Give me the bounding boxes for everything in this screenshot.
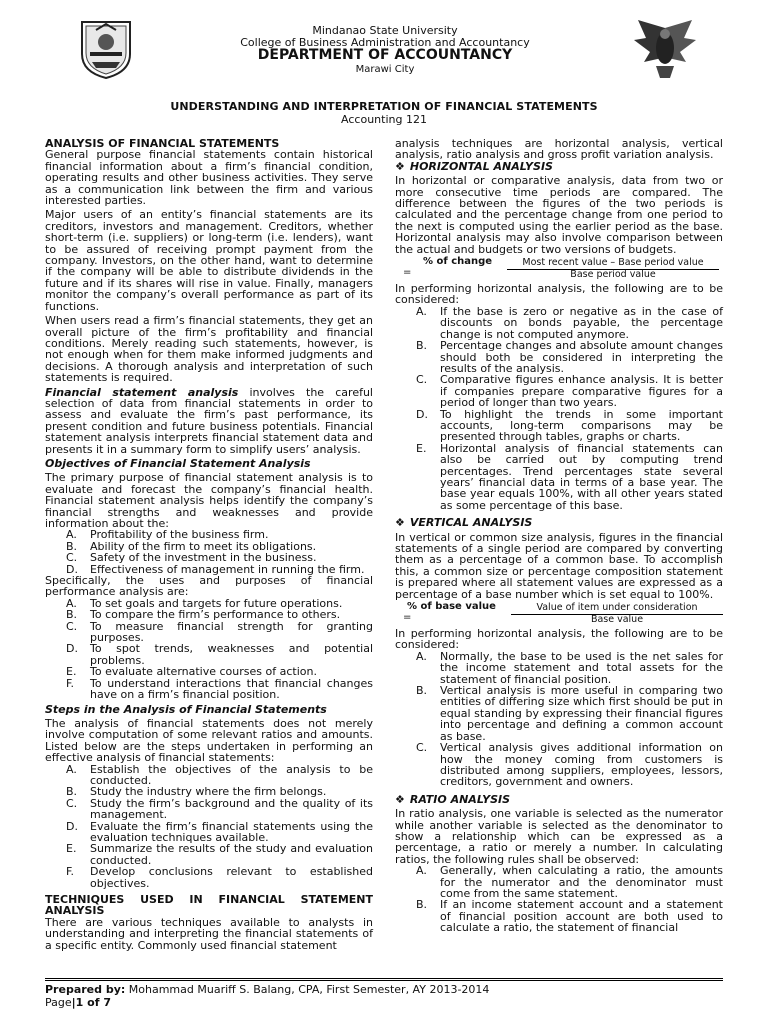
paragraph: When users read a firm’s financial statements, they get an overall picture of the firm’s profitability and financial conditions. Merely reading such statements, however, is not enough when for them make informed judgments and decisions. A thorough analysis and interpretation of such statements is required. [45, 314, 373, 385]
list-item-text: Ability of the firm to meet its obligations. [90, 539, 317, 553]
list-item-text: Safety of the investment in the business. [90, 551, 317, 565]
paragraph: In horizontal or comparative analysis, data from two or more consecutive time periods are compared. The difference between the figures of the two periods is calculated and the percentage change from one period to the next is computed using the earlier period as the base. Horizontal analysis may also involve comparison between the actual and budgets or two versions of budgets. [395, 174, 723, 256]
percent-of-base-formula [395, 603, 723, 627]
list-marker: E. [66, 842, 77, 856]
list-item [395, 685, 723, 742]
list-item-text: Generally, when calculating a ratio, the amounts for the numerator and the denominator must come from the same statement. [440, 864, 723, 900]
list-marker: D. [66, 562, 78, 576]
list-item-text: Study the firm’s background and the quality of its management. [90, 796, 373, 822]
formula-lhs: % of change [423, 256, 493, 268]
list-marker: D. [66, 819, 78, 833]
list [395, 865, 723, 933]
section-heading: TECHNIQUES USED IN FINANCIAL STATEMENT ANALYSIS [45, 893, 373, 918]
list-item-text: To understand interactions that financial changes have on a firm’s financial position. [90, 676, 373, 702]
formula-numerator: Most recent value – Base period value [522, 257, 704, 269]
department-name: DEPARTMENT OF ACCOUNTANCY [257, 47, 513, 63]
formula-numerator: Value of item under consideration [536, 602, 698, 614]
left-column [45, 138, 373, 951]
course-name: Accounting 121 [341, 113, 427, 126]
section-heading: ❖ VERTICAL ANALYSIS [395, 516, 533, 530]
list [45, 764, 373, 889]
document-title: UNDERSTANDING AND INTERPRETATION OF FINANCIAL STATEMENTS [170, 100, 598, 113]
subsection-heading: Objectives of Financial Statement Analysis [45, 456, 311, 470]
formula-equals: = [403, 612, 412, 624]
list-item-text: Summarize the results of the study and evaluation conducted. [90, 842, 373, 867]
list-marker: B. [66, 785, 78, 799]
list-item-text: To measure financial strength for granting purposes. [90, 619, 373, 645]
list-item-text: To spot trends, weaknesses and potential problems. [90, 642, 373, 667]
list-marker: A. [416, 304, 427, 318]
list-marker: C. [416, 741, 428, 755]
list [45, 598, 373, 701]
list-item [45, 798, 373, 821]
list-item [395, 340, 723, 374]
list [395, 651, 723, 788]
list-item-text: If an income statement account and a statement of financial position account are both used to calculate a ratio, the statement of financial [440, 898, 723, 935]
list-marker: B. [66, 608, 78, 622]
list-item [45, 821, 373, 844]
footer-divider [45, 978, 723, 979]
defined-term: Financial statement analysis [45, 385, 239, 399]
list-item [395, 899, 723, 933]
list-item-text: Percentage changes and absolute amount changes should both be considered in interpreting the results of the analysis. [440, 339, 723, 375]
paragraph: General purpose financial statements contain historical financial information about a firm’s financial condition, operating results and other business activities. They serve as a communication link between the firm and various interested parties. [45, 148, 373, 208]
paragraph: Major users of an entity’s financial statements are its creditors, investors and management. Creditors, whether short-term (i.e. suppliers) or long-term (i.e. lenders), want to be assured of receiving prompt payment from the company. Investors, on the other hand, want to determine if the company will be able to distribute dividends in the future and if its shares will rise in value. Finally, managers monitor the company’s overall performance as part of its functions. [45, 208, 373, 313]
list-item [45, 678, 373, 701]
list-item [45, 643, 373, 666]
list-marker: C. [66, 551, 78, 565]
section-heading: ❖ HORIZONTAL ANALYSIS [395, 159, 553, 173]
list-item-text: Evaluate the firm’s financial statements using the evaluation techniques available. [90, 819, 373, 844]
list-item-text: Develop conclusions relevant to established objectives. [90, 865, 373, 890]
formula-denominator: Base period value [570, 269, 656, 281]
diamond-bullet-icon: ❖ [395, 792, 405, 806]
list-item [395, 374, 723, 408]
paragraph: In performing horizontal analysis, the following are to be considered: [395, 282, 723, 307]
list-item [395, 651, 723, 685]
paragraph: Specifically, the uses and purposes of financial performance analysis are: [45, 574, 373, 599]
list-item-text: Study the industry where the firm belongs. [90, 785, 327, 799]
paragraph: The analysis of financial statements does not merely involve computation of some relevant ratios and amounts. Listed below are the steps undertaken in performing an effective analysis of financial statements: [45, 716, 373, 765]
list-item-text: Normally, the base to be used is the net sales for the income statement and total assets for the statement of financial position. [440, 649, 723, 686]
paragraph: In vertical or common size analysis, figures in the financial statements of a single period are compared by converting them as a percentage of a common base. To accomplish this, a common size or percentage composition statement is prepared where all statement values are expressed as a percentage of a base number which is set equal to 100%. [395, 530, 723, 601]
list [45, 529, 373, 575]
list-item-text: To compare the firm’s performance to others. [90, 608, 341, 622]
prepared-by-line: Prepared by: Mohammad Muariff S. Balang, CPA, First Semester, AY 2013-2014 [45, 983, 490, 996]
list-item-text: To highlight the trends in some important accounts, long-term comparisons may be presented through tables, graphs or charts. [440, 407, 723, 444]
list-item-text: Profitability of the business firm. [90, 528, 269, 542]
college-name: College of Business Administration and Accountancy [240, 36, 530, 49]
list-item-text: Establish the objectives of the analysis to be conducted. [90, 762, 373, 787]
list-item [45, 843, 373, 866]
formula-lhs: % of base value [407, 601, 496, 613]
diamond-bullet-icon: ❖ [395, 516, 405, 530]
right-column [395, 138, 723, 934]
list-item [395, 865, 723, 899]
list-item-text: Horizontal analysis of financial statements can also be carried out by computing trend percentages. Trend percentages state several years’ financial data in terms of a base year. The base year equals 100%, with all other years stated as some percentage of this base. [440, 441, 723, 512]
list-marker: B. [416, 898, 428, 912]
list-item [45, 564, 373, 575]
list-marker: F. [66, 676, 75, 690]
subsection-heading: Steps in the Analysis of Financial Statements [45, 702, 327, 716]
percent-change-formula [395, 258, 723, 282]
paragraph: In performing horizontal analysis, the following are to be considered: [395, 627, 723, 652]
list-marker: E. [66, 665, 77, 679]
list-marker: A. [416, 864, 427, 878]
list-item-text: To evaluate alternative courses of action. [90, 665, 317, 679]
list-item-text: Effectiveness of management in running the firm. [90, 562, 365, 576]
list-item [395, 443, 723, 511]
formula-equals: = [403, 267, 412, 279]
list-marker: E. [416, 441, 427, 455]
paragraph: The primary purpose of financial statement analysis is to evaluate and forecast the company’s financial health. Financial statement analysis helps identify the company’s financial strengths and weaknesses and provide information about the: [45, 471, 373, 530]
paragraph: There are various techniques available to analysts in understanding and interpreting the financial statements of a specific entity. Commonly used financial statement [45, 915, 373, 952]
list-marker: B. [66, 539, 78, 553]
list-item [45, 621, 373, 644]
list-marker: B. [416, 684, 428, 698]
list-marker: F. [66, 865, 75, 879]
list-marker: D. [66, 642, 78, 656]
diamond-bullet-icon: ❖ [395, 159, 405, 173]
list-item-text: Vertical analysis is more useful in comparing two entities of differing size which first should be put in equal standing by expressing their financial figures into percentage and defining a common account as base. [440, 684, 723, 743]
list-marker: A. [66, 596, 77, 610]
list-item [395, 742, 723, 788]
list-item-text: If the base is zero or negative as in the case of discounts on bonds payable, the percentage change is not computed anymore. [440, 304, 723, 341]
list-item [395, 306, 723, 340]
list-marker: B. [416, 339, 428, 353]
section-heading: ANALYSIS OF FINANCIAL STATEMENTS [45, 137, 280, 150]
list-item-text: Vertical analysis gives additional information on how the money coming from customers is distributed among suppliers, employees, lessors, creditors, government and owners. [440, 741, 723, 789]
list-marker: A. [416, 649, 427, 663]
list-marker: A. [66, 528, 77, 542]
list-marker: D. [416, 407, 428, 421]
footer-divider [45, 980, 723, 981]
paragraph: analysis techniques are horizontal analysis, vertical analysis, ratio analysis and gross profit variation analysis. [395, 137, 723, 162]
list-marker: C. [416, 373, 428, 387]
university-seal-logo [78, 18, 134, 80]
section-heading: ❖ RATIO ANALYSIS [395, 792, 511, 806]
page-number: Page|1 of 7 [45, 996, 111, 1009]
list-item [395, 409, 723, 443]
list-item-text: To set goals and targets for future operations. [90, 596, 343, 610]
eagle-logo [630, 18, 700, 80]
list-marker: C. [66, 796, 78, 810]
city-name: Marawi City [355, 64, 415, 75]
list-item-text: Comparative figures enhance analysis. It is better if companies prepare comparative figures for a period of longer than two years. [440, 373, 723, 410]
paragraph: In ratio analysis, one variable is selected as the numerator while another variable is selected as the denominator to show a relationship which can be expressed as a percentage, a ratio or merely a number. In calculating ratios, the following rules shall be observed: [395, 807, 723, 866]
formula-denominator: Base value [590, 614, 644, 626]
list-marker: A. [66, 762, 77, 776]
paragraph: Financial statement analysis involves the careful selection of data from financial statements in order to assess and evaluate the firm’s past performance, its present condition and future business potentials. Financial statement analysis interprets financial statement data and presents it in a summary form to simplify users’ analysis. [45, 385, 373, 456]
list-item [45, 866, 373, 889]
list [395, 306, 723, 511]
list-item [45, 764, 373, 787]
list-marker: C. [66, 619, 78, 633]
university-name: Mindanao State University [312, 24, 458, 37]
